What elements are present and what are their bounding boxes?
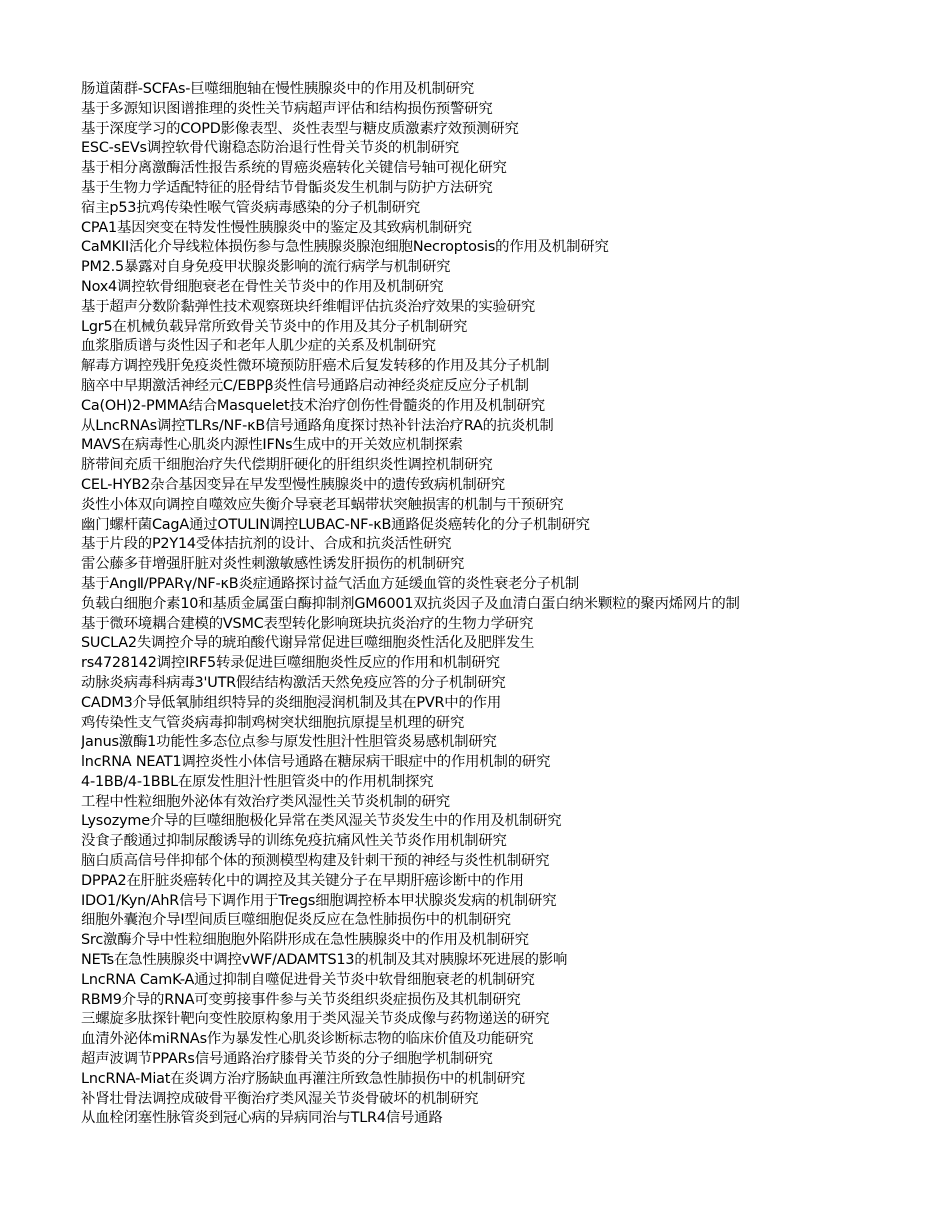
list-item: 解毒方调控残肝免疫炎性微环境预防肝癌术后复发转移的作用及其分子机制: [81, 358, 550, 375]
list-item: 肠道菌群-SCFAs-巨噬细胞轴在慢性胰腺炎中的作用及机制研究: [81, 81, 475, 97]
list-item: Lysozyme介导的巨噬细胞极化异常在类风湿关节炎发生中的作用及机制研究: [81, 813, 562, 830]
list-item: 从血栓闭塞性脉管炎到冠心病的异病同治与TLR4信号通路: [81, 1110, 443, 1127]
list-item: 基于超声分数阶黏弹性技术观察斑块纤维帽评估抗炎治疗效果的实验研究: [81, 298, 536, 315]
list-item: Janus激酶1功能性多态位点参与原发性胆汁性胆管炎易感机制研究: [81, 734, 497, 751]
list-item: Src激酶介导中性粒细胞胞外陷阱形成在急性胰腺炎中的作用及机制研究: [81, 932, 529, 949]
list-item: 血清外泌体miRNAs作为暴发性心肌炎诊断标志物的临床价值及功能研究: [81, 1031, 534, 1048]
list-item: lncRNA NEAT1调控炎性小体信号通路在糖尿病干眼症中的作用机制的研究: [81, 754, 551, 771]
list-item: 基于AngⅡ/PPARγ/NF-κB炎症通路探讨益气活血方延缓血管的炎性衰老分子机制: [81, 575, 580, 592]
list-item: 幽门螺杆菌CagA通过OTULIN调控LUBAC-NF-κB通路促炎癌转化的分子机制研究: [81, 516, 590, 533]
list-item: 负载白细胞介素10和基质金属蛋白酶抑制剂GM6001双抗炎因子及血清白蛋白纳米颗粒的聚丙烯网片的制: [81, 595, 740, 612]
list-item: NETs在急性胰腺炎中调控vWF/ADAMTS13的机制及其对胰腺坏死进展的影响: [81, 952, 568, 969]
list-item: 细胞外囊泡介导I型间质巨噬细胞促炎反应在急性肺损伤中的机制研究: [81, 912, 511, 929]
list-item: 补肾壮骨法调控成破骨平衡治疗类风湿关节炎骨破坏的机制研究: [81, 1090, 479, 1107]
list-item: LncRNA CamK-A通过抑制自噬促进骨关节炎中软骨细胞衰老的机制研究: [81, 971, 535, 988]
list-item: PM2.5暴露对自身免疫甲状腺炎影响的流行病学与机制研究: [81, 259, 451, 276]
list-item: 动脉炎病毒科病毒3'UTR假结结构激活天然免疫应答的分子机制研究: [81, 674, 506, 691]
list-item: 基于微环境耦合建模的VSMC表型转化影响斑块抗炎治疗的生物力学研究: [81, 615, 534, 632]
list-item: 宿主p53抗鸡传染性喉气管炎病毒感染的分子机制研究: [81, 199, 421, 216]
list-item: CaMKII活化介导线粒体损伤参与急性胰腺炎腺泡细胞Necroptosis的作用及机制研究: [81, 239, 609, 256]
list-item: 脑卒中早期激活神经元C/EBPβ炎性信号通路启动神经炎症反应分子机制: [81, 377, 529, 394]
list-item: Lgr5在机械负载异常所致骨关节炎中的作用及其分子机制研究: [81, 318, 468, 335]
list-item: rs4728142调控IRF5转录促进巨噬细胞炎性反应的作用和机制研究: [81, 655, 500, 672]
list-item: RBM9介导的RNA可变剪接事件参与关节炎组织炎症损伤及其机制研究: [81, 991, 521, 1008]
list-item: 基于深度学习的COPD影像表型、炎性表型与糖皮质激素疗效预测研究: [81, 120, 519, 137]
list-item: SUCLA2失调控介导的琥珀酸代谢异常促进巨噬细胞炎性活化及肥胖发生: [81, 635, 535, 652]
title-list: [81, 80, 853, 1129]
list-item: DPPA2在肝脏炎癌转化中的调控及其关键分子在早期肝癌诊断中的作用: [81, 872, 524, 889]
list-item: 从LncRNAs调控TLRs/NF-κB信号通路角度探讨热补针法治疗RA的抗炎机制: [81, 417, 554, 434]
list-item: CPA1基因突变在特发性慢性胰腺炎中的鉴定及其致病机制研究: [81, 219, 472, 236]
list-item: 三螺旋多肽探针靶向变性胶原构象用于类风湿关节炎成像与药物递送的研究: [81, 1011, 550, 1028]
list-item: 超声波调节PPARs信号通路治疗膝骨关节炎的分子细胞学机制研究: [81, 1051, 493, 1068]
list-item: MAVS在病毒性心肌炎内源性IFNs生成中的开关效应机制探索: [81, 437, 463, 454]
list-item: 基于生物力学适配特征的胫骨结节骨骺炎发生机制与防护方法研究: [81, 179, 493, 196]
list-item: 雷公藤多苷增强肝脏对炎性刺激敏感性诱发肝损伤的机制研究: [81, 556, 465, 573]
list-item: 血浆脂质谱与炎性因子和老年人肌少症的关系及机制研究: [81, 338, 436, 355]
list-item: CEL-HYB2杂合基因变异在早发型慢性胰腺炎中的遗传致病机制研究: [81, 476, 505, 493]
list-item: 炎性小体双向调控自噬效应失衡介导衰老耳蜗带状突触损害的机制与干预研究: [81, 496, 564, 513]
list-item: 脐带间充质干细胞治疗失代偿期肝硬化的肝组织炎性调控机制研究: [81, 457, 493, 474]
list-item: 基于相分离激酶活性报告系统的胃癌炎癌转化关键信号轴可视化研究: [81, 160, 507, 177]
list-item: IDO1/Kyn/AhR信号下调作用于Tregs细胞调控桥本甲状腺炎发病的机制研究: [81, 892, 557, 909]
list-item: ESC-sEVs调控软骨代谢稳态防治退行性骨关节炎的机制研究: [81, 140, 459, 157]
list-item: Ca(OH)2-PMMA结合Masquelet技术治疗创伤性骨髓炎的作用及机制研究: [81, 397, 545, 414]
list-item: 没食子酸通过抑制尿酸诱导的训练免疫抗痛风性关节炎作用机制研究: [81, 833, 507, 850]
list-item: Nox4调控软骨细胞衰老在骨性关节炎中的作用及机制研究: [81, 278, 444, 295]
list-item: 工程中性粒细胞外泌体有效治疗类风湿性关节炎机制的研究: [81, 793, 450, 810]
list-item: 基于片段的P2Y14受体拮抗剂的设计、合成和抗炎活性研究: [81, 536, 452, 553]
list-item: 脑白质高信号伴抑郁个体的预测模型构建及针刺干预的神经与炎性机制研究: [81, 853, 550, 870]
list-item: 鸡传染性支气管炎病毒抑制鸡树突状细胞抗原提呈机理的研究: [81, 714, 465, 731]
list-item: CADM3介导低氧肺组织特异的炎细胞浸润机制及其在PVR中的作用: [81, 694, 502, 711]
list-item: LncRNA-Miat在炎调方治疗肠缺血再灌注所致急性肺损伤中的机制研究: [81, 1070, 525, 1087]
list-item: 4-1BB/4-1BBL在原发性胆汁性胆管炎中的作用机制探究: [81, 773, 434, 790]
list-item: 基于多源知识图谱推理的炎性关节病超声评估和结构损伤预警研究: [81, 100, 493, 117]
